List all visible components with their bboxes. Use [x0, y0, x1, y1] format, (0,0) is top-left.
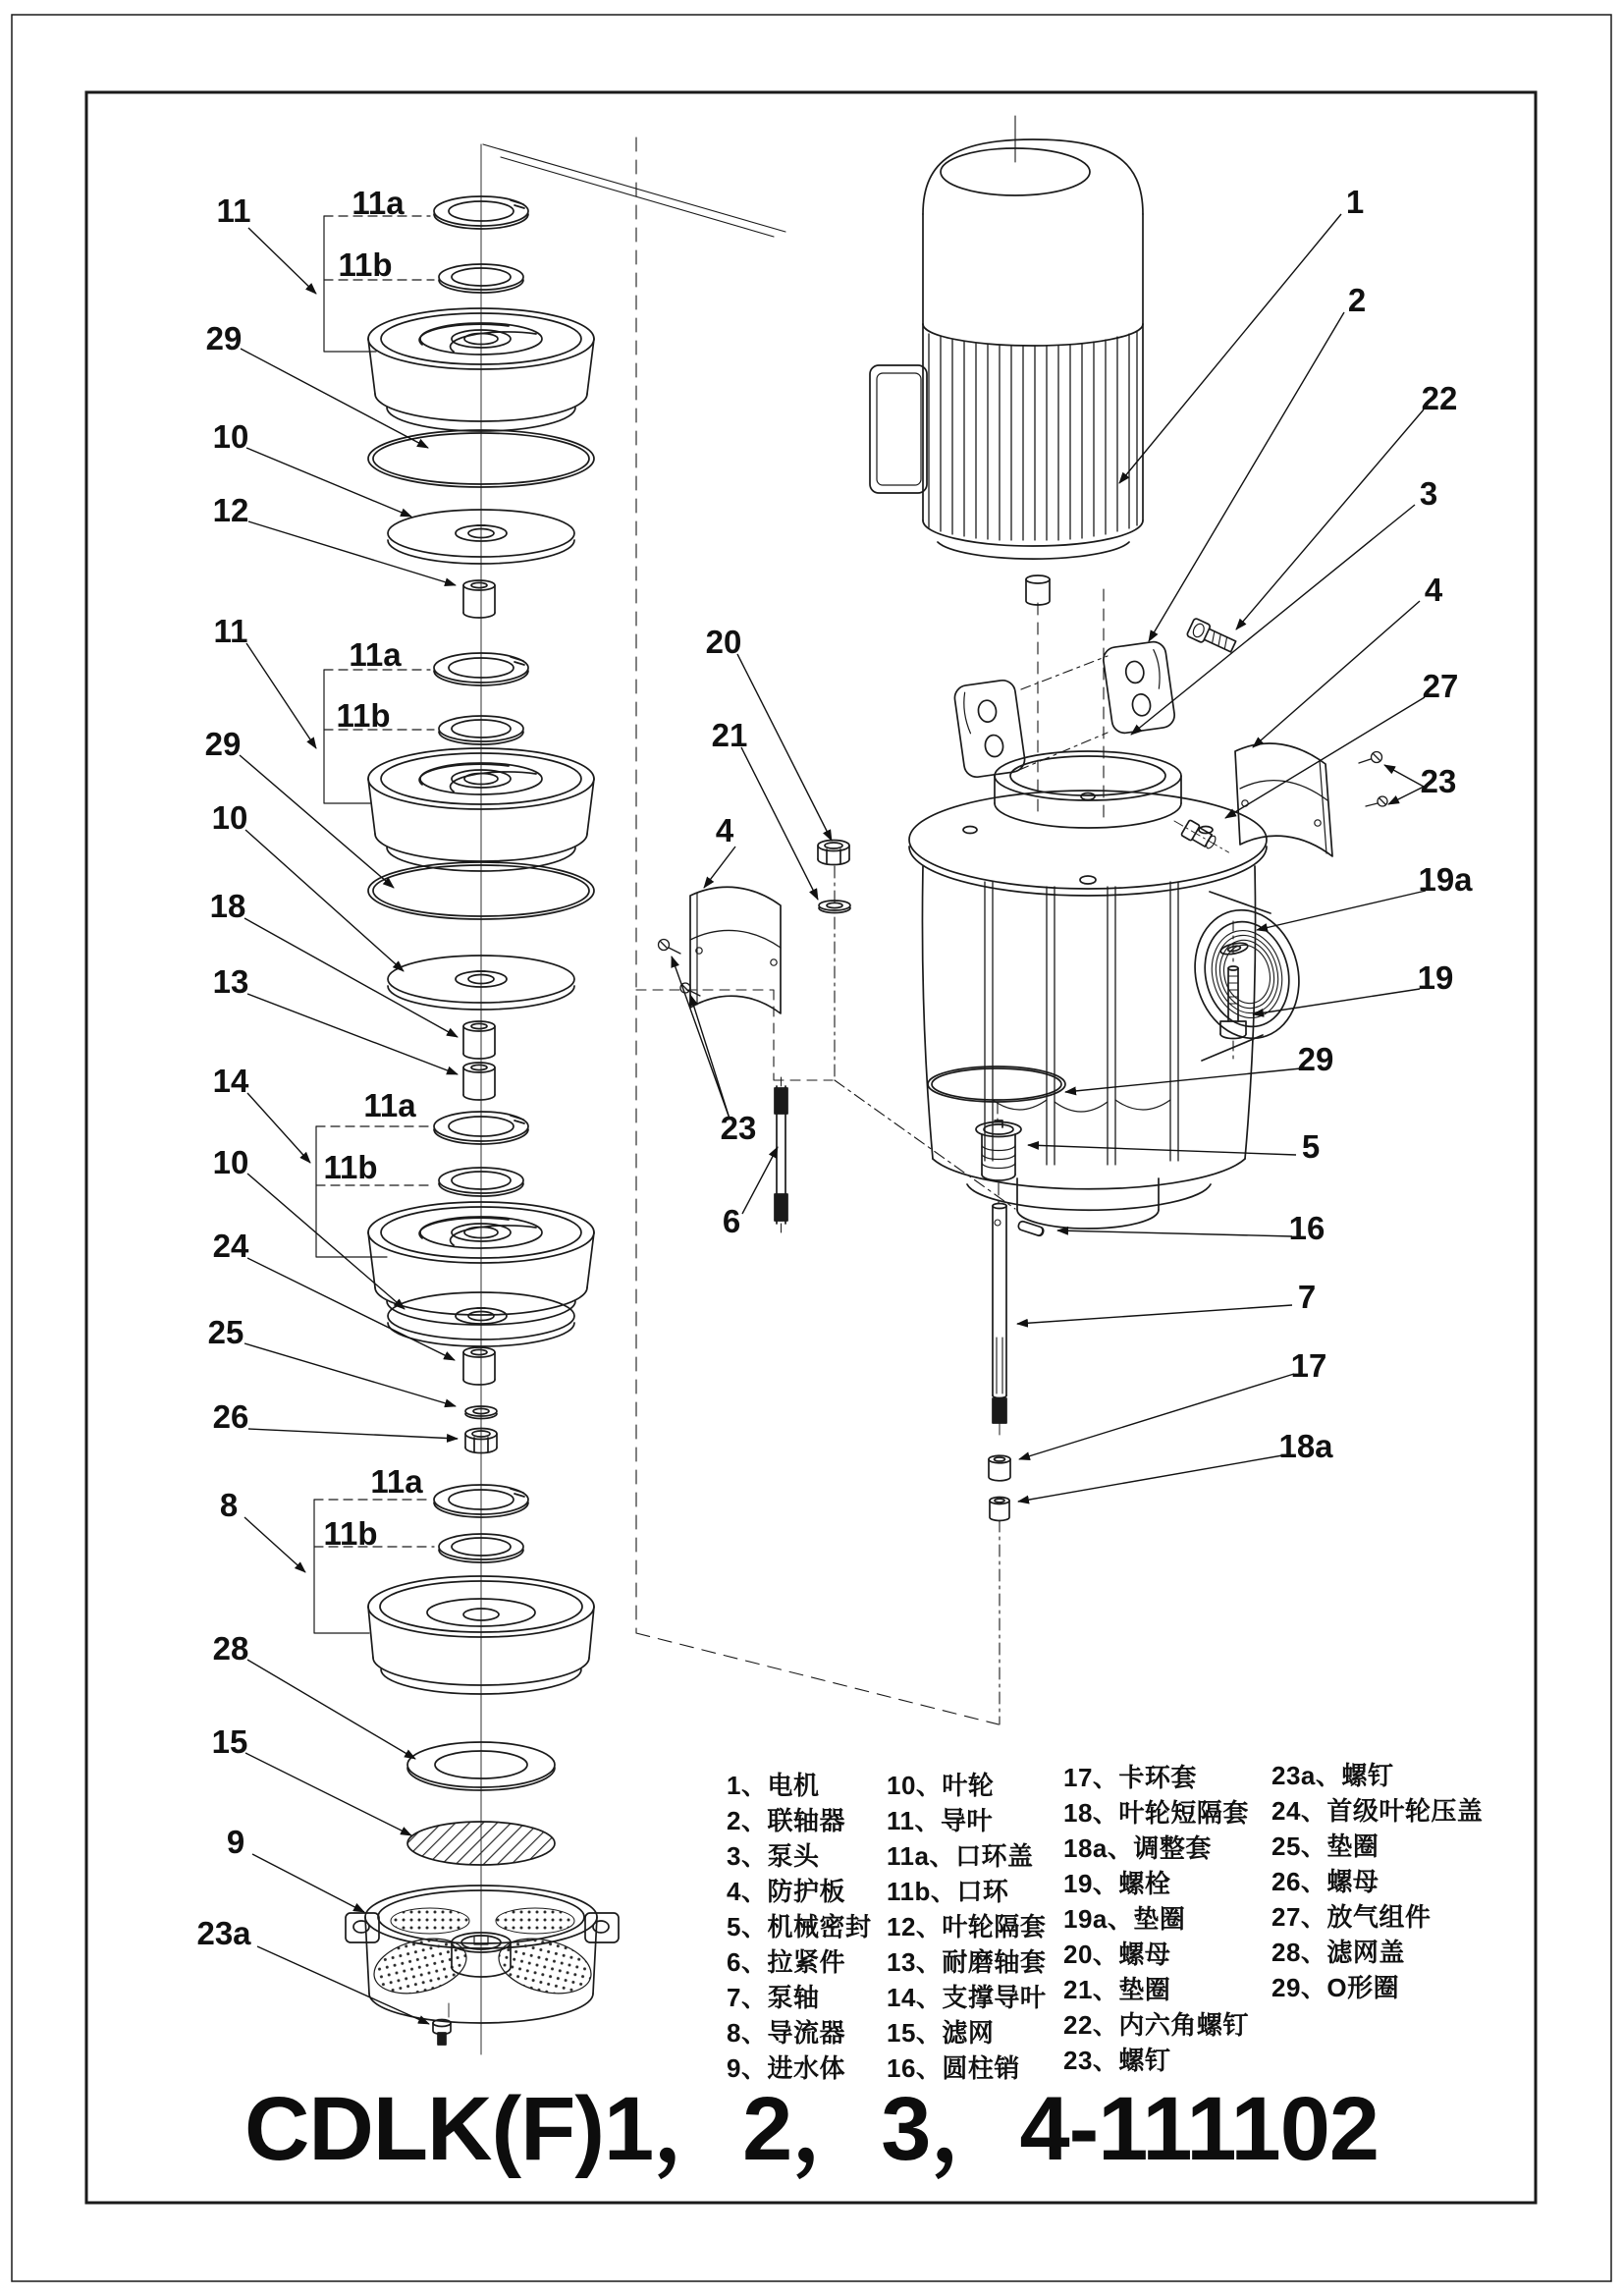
- callout-screw-right: [1384, 763, 1456, 804]
- callout-g3-ring-label: 11b: [323, 1149, 378, 1185]
- callout-spacer-12: [213, 492, 456, 585]
- parts-list-item: 7、泵轴: [727, 1983, 820, 2012]
- callout-shaft-label: 7: [1297, 1279, 1317, 1315]
- callout-washer-19a: [1257, 861, 1473, 930]
- callout-g2-guide-vane-label: 11: [213, 613, 248, 649]
- callout-bolt-label: 19: [1417, 959, 1454, 996]
- callout-inlet-body-9: [227, 1824, 364, 1912]
- callout-adjust-sleeve-label: 18a: [1278, 1428, 1333, 1464]
- callout-g1-guide-vane: [217, 192, 316, 294]
- callout-g1-ring: [338, 246, 392, 283]
- callout-g3-ring-cover-label: 11a: [363, 1087, 416, 1123]
- parts-list-item: 18、叶轮短隔套: [1063, 1798, 1249, 1828]
- hex-socket-screw-22: [1186, 618, 1237, 655]
- parts-list-item: 10、叶轮: [887, 1771, 995, 1800]
- callout-g2-ring-label: 11b: [336, 697, 391, 734]
- parts-list-item: 24、首级叶轮压盖: [1271, 1796, 1484, 1826]
- bracket-stage1: [324, 216, 434, 352]
- discharge-port: [1182, 892, 1313, 1061]
- callout-g4-ring: [323, 1515, 377, 1552]
- motor: [870, 139, 1143, 605]
- screw-23a: [433, 2020, 451, 2046]
- washer-21: [819, 901, 850, 913]
- callout-coupling: [1149, 282, 1366, 641]
- parts-list-item: 26、螺母: [1271, 1867, 1380, 1896]
- parts-list-item: 2、联轴器: [727, 1806, 845, 1835]
- callout-screw-23a-label: 23a: [196, 1915, 251, 1951]
- callout-washer-25-label: 25: [207, 1314, 244, 1350]
- callout-g2-ring-cover-label: 11a: [349, 636, 402, 673]
- callout-g3-ring: [323, 1149, 377, 1185]
- callout-washer-21-label: 21: [711, 717, 748, 753]
- parts-list-item: 28、滤网盖: [1271, 1938, 1405, 1967]
- callout-tension-rod: [723, 1147, 778, 1239]
- callout-screw-right-label: 23: [1420, 763, 1457, 799]
- callout-o-ring-right: [1065, 1041, 1333, 1092]
- o-ring-29-right: [928, 1066, 1065, 1102]
- callout-shaft: [1017, 1279, 1316, 1324]
- callout-g2-ring-cover: [349, 636, 402, 673]
- callout-guard-right-label: 4: [1424, 572, 1443, 608]
- short-spacer-18: [463, 1021, 495, 1059]
- callout-gland-24-label: 24: [212, 1228, 249, 1264]
- parts-list-item: 19a、垫圈: [1063, 1904, 1186, 1934]
- parts-list-item: 15、滤网: [887, 2018, 995, 2048]
- motor-shaft-stub: [1026, 575, 1050, 605]
- parts-list-item: 16、圆柱销: [887, 2053, 1020, 2083]
- parts-list-item: 20、螺母: [1063, 1940, 1171, 1969]
- adjust-sleeve-18a: [990, 1498, 1009, 1521]
- guard-right: [1235, 743, 1332, 856]
- callout-flow-director-8: [220, 1487, 305, 1572]
- parts-list-item: 23、螺钉: [1063, 2046, 1171, 2075]
- guard-left: [690, 887, 781, 1013]
- nut-20: [818, 841, 849, 865]
- inlet-body-9: [346, 1886, 619, 2023]
- parts-list-item: 11a、口环盖: [887, 1841, 1034, 1871]
- callout-screw-left-label: 23: [720, 1110, 757, 1146]
- callout-g2-impeller-label: 10: [211, 799, 248, 836]
- callout-g1-ring-label: 11b: [338, 246, 393, 283]
- callout-adjust-sleeve: [1018, 1428, 1333, 1502]
- callout-g1-impeller-label: 10: [212, 418, 249, 455]
- spacer-12: [463, 580, 495, 618]
- callout-washer-25: [208, 1314, 456, 1406]
- bracket-stage2: [324, 670, 434, 803]
- callout-flow-director-8-label: 8: [219, 1487, 239, 1523]
- parts-list-item: 8、导流器: [727, 2018, 845, 2048]
- parts-list-item: 23a、螺钉: [1271, 1761, 1394, 1790]
- callout-inlet-body-9-label: 9: [226, 1824, 245, 1860]
- callout-mech-seal: [1028, 1128, 1320, 1165]
- callout-motor-label: 1: [1345, 184, 1365, 220]
- parts-list-item: 18a、调整套: [1063, 1833, 1212, 1863]
- screen-15: [407, 1822, 555, 1865]
- callout-g2-o-ring-label: 29: [204, 726, 242, 762]
- gland-spacer-24: [463, 1347, 495, 1385]
- parts-list-item: 6、拉紧件: [727, 1947, 845, 1977]
- callout-washer-19a-label: 19a: [1418, 861, 1473, 898]
- callout-g4-ring-cover: [370, 1463, 423, 1500]
- drawing-title: CDLK(F)1，2，3，4-111102: [243, 2079, 1380, 2179]
- mechanical-seal: [976, 1121, 1021, 1180]
- air-release-plug: [1170, 813, 1233, 860]
- pump-head: [909, 751, 1312, 1229]
- callout-nut-20-label: 20: [705, 624, 742, 660]
- clamp-sleeve-17: [989, 1455, 1010, 1481]
- callout-nut-26-label: 26: [212, 1398, 249, 1435]
- callout-g1-ring-cover: [352, 185, 405, 221]
- callout-guard-left: [704, 812, 735, 888]
- callout-pin-label: 16: [1288, 1210, 1325, 1246]
- callout-washer-21: [712, 717, 818, 900]
- callout-tension-rod-label: 6: [722, 1203, 741, 1239]
- parts-list-item: 22、内六角螺钉: [1063, 2010, 1249, 2040]
- callout-guard-left-label: 4: [715, 812, 734, 848]
- callout-g4-ring-label: 11b: [323, 1515, 378, 1552]
- callout-mech-seal-label: 5: [1301, 1128, 1321, 1165]
- callout-g4-ring-cover-label: 11a: [370, 1463, 423, 1500]
- callout-g2-ring: [336, 697, 390, 734]
- callout-pump-head-label: 3: [1419, 475, 1438, 512]
- callout-hex-socket-screw-label: 22: [1421, 380, 1458, 416]
- callout-nut-26: [213, 1398, 458, 1439]
- callout-air-release-label: 27: [1422, 668, 1459, 704]
- callout-guard-right: [1253, 572, 1443, 747]
- callout-g1-guide-vane-label: 11: [216, 192, 251, 229]
- tension-rod-6: [775, 1077, 787, 1232]
- bracket-stage3: [316, 1126, 434, 1257]
- screws-23-left: [659, 940, 701, 997]
- callout-screen-15: [212, 1723, 411, 1835]
- callout-wear-sleeve-13-label: 13: [212, 963, 249, 1000]
- callout-g3-impeller-label: 10: [212, 1144, 249, 1180]
- callout-coupling-label: 2: [1347, 282, 1367, 318]
- parts-list-item: 1、电机: [727, 1771, 820, 1800]
- callout-g3-ring-cover: [363, 1087, 416, 1123]
- callout-screen-15-label: 15: [211, 1723, 248, 1760]
- callout-g1-o-ring-label: 29: [205, 320, 243, 356]
- callout-short-spacer-18-label: 18: [209, 888, 246, 924]
- callout-screen-cover-28-label: 28: [212, 1630, 249, 1667]
- callout-motor: [1119, 184, 1367, 483]
- parts-list-item: 4、防护板: [727, 1877, 845, 1906]
- parts-list-item: 9、进水体: [727, 2053, 845, 2083]
- wear-sleeve-13: [463, 1063, 495, 1100]
- parts-list-item: 17、卡环套: [1063, 1763, 1197, 1792]
- parts-list-item: 12、叶轮隔套: [887, 1912, 1047, 1941]
- parts-list-item: 21、垫圈: [1063, 1975, 1171, 2004]
- screws-23-right: [1359, 752, 1387, 807]
- terminal-box: [870, 365, 927, 493]
- callout-o-ring-right-label: 29: [1297, 1041, 1334, 1077]
- pump-shaft: [993, 1204, 1006, 1436]
- parts-list-item: 29、O形圈: [1271, 1973, 1400, 2002]
- callout-short-spacer-18: [210, 888, 458, 1037]
- callout-spacer-12-label: 12: [212, 492, 249, 528]
- parts-list-item: 25、垫圈: [1271, 1831, 1380, 1861]
- parts-list-item: 11、导叶: [887, 1806, 993, 1835]
- coupling-half-left: [953, 679, 1026, 779]
- parts-list-item: 19、螺栓: [1063, 1869, 1171, 1898]
- callout-wear-sleeve-13: [213, 963, 458, 1074]
- parts-list-item: 13、耐磨轴套: [887, 1947, 1047, 1977]
- parts-list-item: 5、机械密封: [727, 1912, 872, 1941]
- callout-screw-left: [672, 957, 756, 1146]
- parts-list-item: 3、泵头: [727, 1841, 820, 1871]
- coupling-half-right: [1019, 640, 1176, 770]
- parts-list-item: 11b、口环: [887, 1877, 1009, 1906]
- parts-list-item: 27、放气组件: [1271, 1902, 1432, 1932]
- callout-support-vane-14-label: 14: [212, 1063, 249, 1099]
- callout-g1-ring-cover-label: 11a: [352, 185, 405, 221]
- parts-list-item: 14、支撑导叶: [887, 1983, 1047, 2012]
- callout-clamp-sleeve-label: 17: [1290, 1347, 1327, 1384]
- callout-pump-head: [1131, 475, 1437, 735]
